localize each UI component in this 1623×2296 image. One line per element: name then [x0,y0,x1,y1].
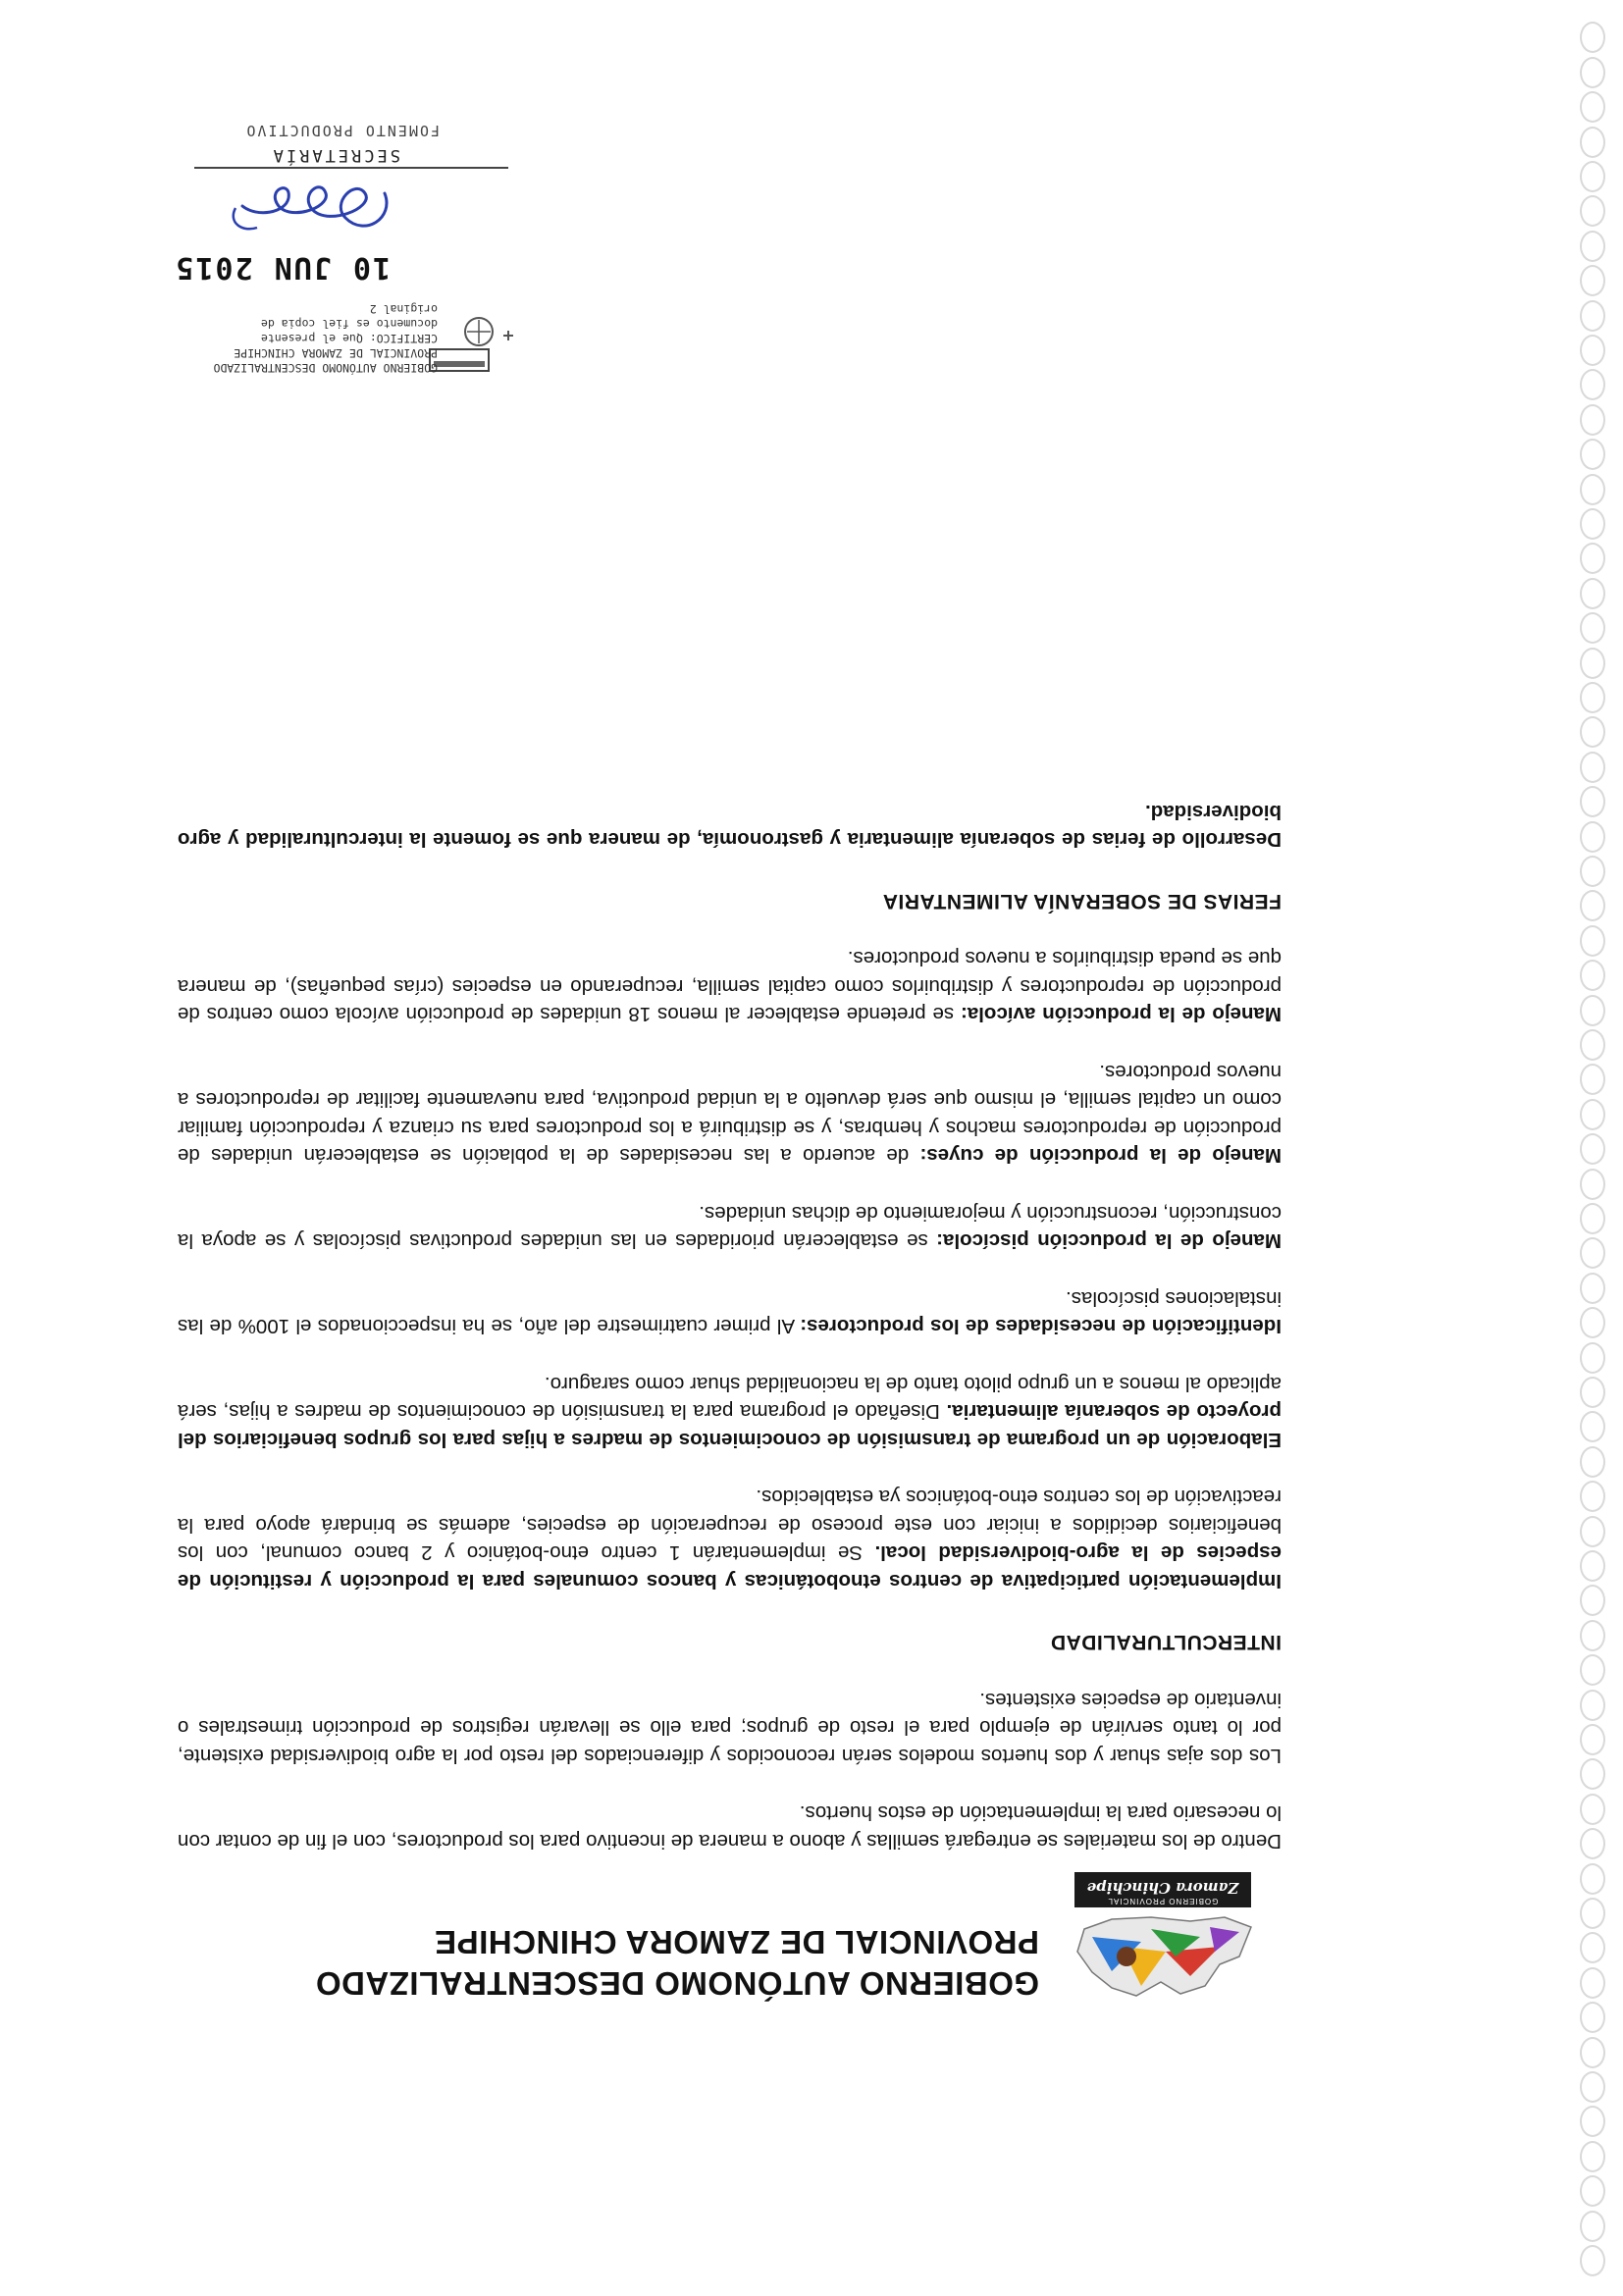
binder-hole [1580,231,1605,262]
binder-hole [1580,1654,1605,1686]
header-title-line-1: GOBIERNO AUTÓNOMO DESCENTRALIZADO [315,1965,1039,2002]
binder-hole [1580,890,1605,921]
certification-date: 10 JUN 2015 [174,250,391,285]
binder-hole [1580,1342,1605,1374]
binder-hole [1580,300,1605,332]
binder-hole [1580,2141,1605,2172]
binder-hole [1580,1932,1605,1963]
binder-hole [1580,1169,1605,1200]
item-text: Diseñado el programa para la transmisión de conocimientos de madres a hijas, será aplicado al menos a un grupo piloto tanto de la nacionalidad shuar como saraguro. [178,1373,1282,1424]
binder-hole [1580,474,1605,505]
logo-banner-small-text: GOBIERNO PROVINCIAL [1107,1897,1219,1905]
binder-hole [1580,2211,1605,2242]
binder-hole [1580,508,1605,540]
item-text: de acuerdo a las necesidades de la población se establecerán unidades de producción de reproductores machos y hembras, y se distribuirá a los productores para su crianza y reproducción familiar como un capital semilla, el mismo que será devuelto a la unidad productiva, para nuevamente facilitar de reproductores a nuevos productores. [177,1061,1282,1168]
item-lead: Identificación de necesidades de los productores: [800,1315,1282,1338]
binder-holes [1576,20,1609,2276]
logo-banner-name: Zamora Chinchipe [1086,1879,1239,1897]
binder-hole [1580,1794,1605,1825]
binder-hole [1580,1203,1605,1234]
certification-stamp-block [96,80,518,375]
binder-hole [1580,439,1605,470]
binder-hole [1580,1550,1605,1582]
binder-hole [1580,369,1605,400]
binder-hole [1580,265,1605,296]
item-text: Se implementarán 1 centro etno-botánico y 2 banco comunal, con los beneficiarios decididos a iniciar con este proceso de recuperación de especies, además se brindará apoyo para la reactivación de los centros etno-botánicos ya establecidos. [178,1486,1282,1565]
item-lead: Manejo de la producción de cuyes: [919,1144,1282,1168]
header-title-line-2: PROVINCIAL DE ZAMORA CHINCHIPE [434,1924,1039,1960]
binder-hole [1580,786,1605,817]
item-produccion-avicola [178,944,1282,1028]
binder-hole [1580,716,1605,748]
item-produccion-piscicola [178,1199,1282,1255]
item-centros-etnobotanicos [178,1483,1282,1594]
binder-hole [1580,1133,1605,1165]
binder-hole [1580,995,1605,1026]
binder-hole [1580,1446,1605,1478]
seal-stamp-icon [425,311,518,375]
certification-text [124,301,438,375]
intro-paragraph-1: Dentro de los materiales se entregará semillas y abono a manera de incentivo para los productores, con el fin de contar con lo necesario para la implementación de estos huertos. [178,1801,1282,1852]
binder-hole [1580,1064,1605,1095]
item-text: Al primer cuatrimestre del año, se ha inspeccionados el 100% de las instalaciones piscícolas. [178,1287,1282,1338]
binder-hole [1580,57,1605,88]
binder-hole [1580,2071,1605,2103]
certification-role: SECRETARÍA [270,145,400,165]
binder-hole [1580,1620,1605,1651]
binder-hole [1580,1863,1605,1895]
binder-hole [1580,752,1605,783]
binder-hole [1580,1828,1605,1859]
cert-line-2: PROVINCIAL DE ZAMORA CHINCHIPE [234,346,438,360]
binder-hole [1580,404,1605,436]
cert-line-3: CERTIFICO: Que el presente [260,332,438,345]
binder-hole [1580,1411,1605,1442]
certification-department: FOMENTO PRODUCTIVO [244,122,440,139]
binder-hole [1580,1758,1605,1790]
item-lead: Desarrollo de ferias de soberanía alimentaria y gastronomía, de manera que se fomente la interculturalidad y agro biodiversidad. [178,801,1282,852]
section-heading-interculturalidad: INTERCULTURALIDAD [1050,1631,1282,1654]
province-map-logo-art [1068,1912,1259,2006]
binder-hole [1580,2106,1605,2137]
binder-hole [1580,682,1605,713]
binder-hole [1580,1029,1605,1061]
binder-hole [1580,161,1605,192]
item-lead: Elaboración de un programa de transmisión de conocimientos de madres a hijas para los grupos beneficiarios del proyecto de soberanía alimentaria. [178,1400,1282,1451]
binder-hole [1580,1273,1605,1304]
binder-hole [1580,1377,1605,1408]
document-header-title [185,1921,1039,2004]
binder-hole [1580,335,1605,366]
logo-banner [1074,1872,1251,1907]
binder-hole [1580,22,1605,53]
binder-hole [1580,1237,1605,1269]
cert-line-5: original 2 [369,302,438,316]
cert-line-1: GOBIERNO AUTÓNOMO DESCENTRALIZADO [213,361,438,375]
binder-hole [1580,2037,1605,2068]
binder-hole [1580,127,1605,158]
binder-hole [1580,1724,1605,1755]
section-heading-ferias: FERIAS DE SOBERANÍA ALIMENTARIA [882,890,1282,913]
binder-hole [1580,1585,1605,1616]
binder-hole [1580,91,1605,123]
item-ferias-soberania [178,798,1282,854]
signature-line [194,167,508,169]
binder-hole [1580,2002,1605,2033]
binder-hole [1580,2175,1605,2207]
binder-hole [1580,1099,1605,1130]
handwritten-signature [218,169,404,247]
binder-hole [1580,856,1605,887]
item-lead: Manejo de la producción piscícola: [936,1229,1282,1253]
binder-hole [1580,1690,1605,1721]
item-transmision-conocimientos [178,1370,1282,1454]
item-identificacion-necesidades [178,1284,1282,1340]
binder-hole [1580,612,1605,644]
item-text: se pretende establecer al menos 18 unidades de producción avícola como centros de producción de reproductores y distribuirlos como capital semilla, recuperando en especies (crías pequeñas), de manera que se pueda distribuirlos a nuevos productores. [178,947,1282,1026]
provincial-logo [1068,1868,1259,2006]
binder-hole [1580,543,1605,574]
document-body [178,768,1282,1855]
binder-hole [1580,578,1605,609]
item-text: se establecerán prioridades en las unidades productivas piscícolas y se apoya la construcción, reconstrucción y mejoramiento de dichas unidades. [178,1202,1282,1253]
binder-hole [1580,1898,1605,1929]
binder-hole [1580,821,1605,853]
item-lead: Manejo de la producción avícola: [960,1003,1282,1026]
binder-hole [1580,1516,1605,1547]
binder-hole [1580,2245,1605,2276]
binder-hole [1580,960,1605,991]
item-produccion-cuyes [178,1058,1282,1170]
binder-hole [1580,925,1605,957]
binder-hole [1580,648,1605,679]
binder-hole [1580,195,1605,227]
cert-line-4: documento es fiel copia de [260,317,438,331]
binder-hole [1580,1967,1605,1999]
item-lead: Implementación participativa de centros etnobotánicas y bancos comunales para la producción y restitución de especies de la agro-biodiversidad local. [178,1541,1282,1592]
intro-paragraph-2: Los dos ajas shuar y dos huertos modelos serán reconocidos y diferenciados del resto por la agro biodiversidad existente, por lo tanto servirán de ejemplo para el resto de grupos; para ello se llevarán registros de producción trimestrales o inventario de especies existentes. [178,1689,1282,1767]
binder-hole [1580,1481,1605,1512]
binder-hole [1580,1307,1605,1338]
